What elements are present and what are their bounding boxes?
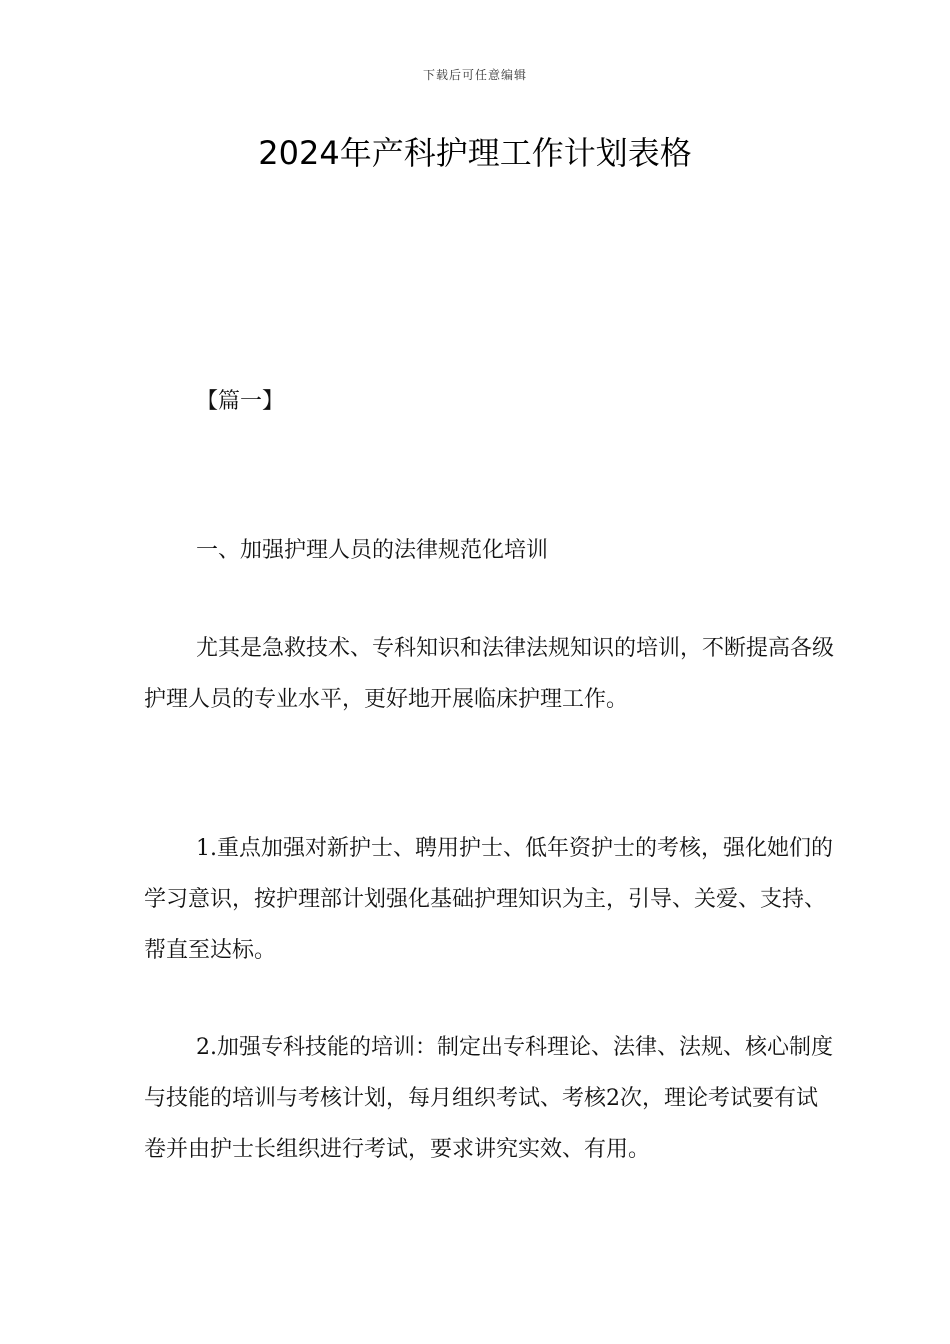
section-tag: 【篇一】 (196, 389, 285, 414)
header-note: 下载后可任意编辑 (422, 68, 527, 82)
paragraph-1: 尤其是急救技术、专科知识和法律法规知识的培训，不断提高各级护理人员的专业水平，更好地开展临床护理工作。 (144, 636, 835, 712)
section-heading: 一、加强护理人员的法律规范化培训 (196, 538, 549, 563)
document-title: 2024年产科护理工作计划表格 (258, 134, 692, 172)
paragraph-2: 1.重点加强对新护士、聘用护士、低年资护士的考核，强化她们的学习意识，按护理部计划强化基础护理知识为主，引导、关爱、支持、帮直至达标。 (144, 836, 833, 963)
paragraph-3: 2.加强专科技能的培训：制定出专科理论、法律、法规、核心制度与技能的培训与考核计划，每月组织考试、考核2次，理论考试要有试卷并由护士长组织进行考试，要求讲究实效、有用。 (144, 1035, 833, 1162)
